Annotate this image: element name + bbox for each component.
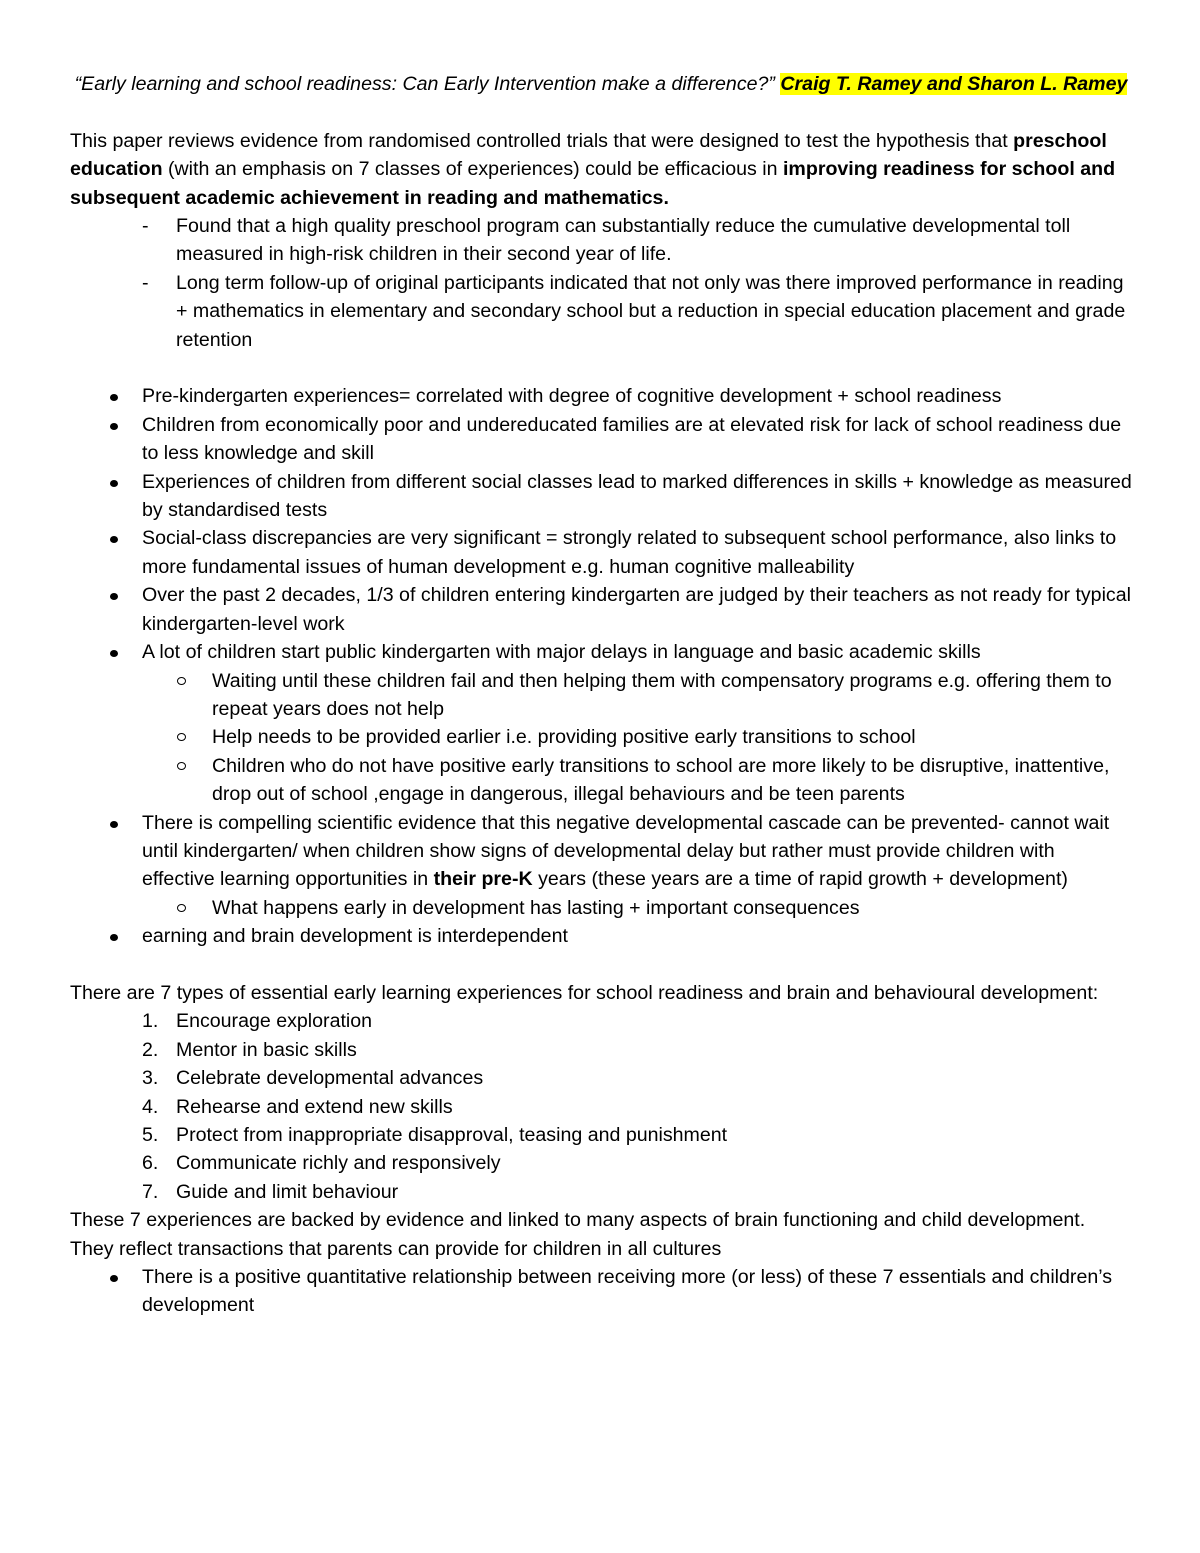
intro-text-2: (with an emphasis on 7 classes of experiences) could be efficacious in: [162, 158, 783, 181]
list-item: [70, 212, 1132, 269]
list-item: [70, 638, 1132, 666]
item-number: 2.: [142, 1038, 159, 1061]
intro-text: This paper reviews evidence from randomised controlled trials that were designed to test the hypothesis that: [70, 129, 1014, 152]
list-item-text-2: years (these years are a time of rapid growth + development): [532, 868, 1068, 891]
list-item: [70, 581, 1132, 638]
essentials-list: [70, 1007, 1132, 1206]
title-text: “Early learning and school readiness: Can Early Intervention make a difference?”: [74, 73, 775, 95]
list-item: [70, 269, 1132, 354]
essentials-intro: There are 7 types of essential early learning experiences for school readiness and brain and behavioural development:: [70, 981, 1099, 1004]
list-item-text: earning and brain development is interdependent: [142, 925, 568, 948]
numbered-item: [70, 1036, 1132, 1064]
essentials-closing: These 7 experiences are backed by evidence and linked to many aspects of brain functioning and child development. They reflect transactions that parents can provide for children in all cultures: [70, 1209, 1086, 1260]
list-item-text: Children who do not have positive early transitions to school are more likely to be disruptive, inattentive, drop out of school ,engage in dangerous, illegal behaviours and be teen parents: [212, 754, 1110, 806]
list-item-text: Found that a high quality preschool program can substantially reduce the cumulative developmental toll measured in high-risk children in their second year of life.: [176, 215, 1071, 266]
final-bullet-list: [70, 1263, 1132, 1320]
list-item: [70, 1263, 1132, 1320]
list-item-text: There is compelling scientific evidence that this negative developmental cascade can be prevented- cannot wait until kindergarten/ when children show signs of developmental delay but rather must provide children with effective learning opportunities in: [142, 811, 1110, 891]
list-item: [70, 922, 1132, 950]
bullet-icon: [110, 593, 118, 600]
list-item-text: Social-class discrepancies are very significant = strongly related to subsequent school performance, also links to more fundamental issues of human development e.g. human cognitive malleability: [142, 527, 1117, 578]
item-number: 7.: [142, 1180, 159, 1203]
list-item-text: What happens early in development has lasting + important consequences: [212, 896, 860, 919]
sub-list-item: [70, 894, 1132, 922]
list-item-text: Experiences of children from different social classes lead to marked differences in skills + knowledge as measured by standardised tests: [142, 470, 1132, 522]
hollow-bullet-icon: [177, 904, 186, 912]
dash-marker: -: [142, 215, 149, 238]
item-number: 6.: [142, 1152, 159, 1175]
hollow-bullet-icon: [177, 762, 186, 770]
hollow-bullet-icon: [177, 733, 186, 741]
bullet-icon: [110, 1275, 118, 1282]
sub-list-item: [70, 752, 1132, 809]
list-item-text: Rehearse and extend new skills: [176, 1095, 453, 1118]
list-item-text: A lot of children start public kindergarten with major delays in language and basic academic skills: [142, 641, 981, 664]
bullet-icon: [110, 394, 118, 401]
bullet-list: [70, 382, 1132, 950]
list-item-text: Help needs to be provided earlier i.e. providing positive early transitions to school: [212, 726, 916, 749]
numbered-item: [70, 1007, 1132, 1035]
list-item-text: Long term follow-up of original participants indicated that not only was there improved performance in reading + mathematics in elementary and secondary school but a reduction in special education placement and grade retention: [176, 271, 1126, 351]
list-item: [70, 411, 1132, 468]
list-item-text: Waiting until these children fail and then helping them with compensatory programs e.g. offering them to repeat years does not help: [212, 669, 1112, 720]
item-number: 5.: [142, 1123, 159, 1146]
sub-list-item: [70, 723, 1132, 751]
numbered-item: [70, 1149, 1132, 1177]
bullet-icon: [110, 934, 118, 941]
list-item-bold: their pre-K: [433, 868, 533, 891]
dash-marker: -: [142, 271, 149, 294]
numbered-item: [70, 1178, 1132, 1206]
bullet-icon: [110, 650, 118, 657]
list-item-text: Guide and limit behaviour: [176, 1180, 399, 1203]
list-item: [70, 524, 1132, 581]
list-item-text: Encourage exploration: [176, 1010, 373, 1033]
sub-list-item: [70, 667, 1132, 724]
dash-list: [70, 212, 1132, 354]
numbered-item: [70, 1064, 1132, 1092]
intro-bold-preschool: preschool education: [70, 129, 1107, 181]
bullet-icon: [110, 423, 118, 430]
list-item-text: Mentor in basic skills: [176, 1038, 357, 1061]
list-item: [70, 809, 1132, 894]
item-number: 1.: [142, 1010, 159, 1033]
bullet-icon: [110, 480, 118, 487]
title-authors-highlight: Craig T. Ramey and Sharon L. Ramey: [780, 73, 1128, 95]
list-item-text: Protect from inappropriate disapproval, teasing and punishment: [176, 1123, 728, 1146]
list-item: [70, 468, 1132, 525]
item-number: 3.: [142, 1067, 159, 1090]
numbered-item: [70, 1093, 1132, 1121]
list-item-text: Celebrate developmental advances: [176, 1067, 484, 1090]
intro-paragraph: [70, 127, 1132, 212]
document-page: [70, 70, 1132, 1320]
list-item-text: Children from economically poor and undereducated families are at elevated risk for lack of school readiness due to less knowledge and skill: [142, 413, 1122, 465]
list-item-text: Pre-kindergarten experiences= correlated with degree of cognitive development + school readiness: [142, 385, 1002, 408]
intro-bold-readiness: improving readiness for school and subsequent academic achievement in reading and mathematics.: [70, 158, 1116, 209]
document-title: [70, 70, 1132, 98]
bullet-icon: [110, 821, 118, 828]
numbered-item: [70, 1121, 1132, 1149]
list-item-text: Over the past 2 decades, 1/3 of children entering kindergarten are judged by their teachers as not ready for typical kindergarten-level work: [142, 584, 1131, 635]
list-item: [70, 382, 1132, 410]
list-item-text: Communicate richly and responsively: [176, 1152, 501, 1175]
item-number: 4.: [142, 1095, 159, 1118]
hollow-bullet-icon: [177, 677, 186, 685]
bullet-icon: [110, 536, 118, 543]
list-item-text: There is a positive quantitative relationship between receiving more (or less) of these 7 essentials and children’s development: [142, 1266, 1113, 1317]
